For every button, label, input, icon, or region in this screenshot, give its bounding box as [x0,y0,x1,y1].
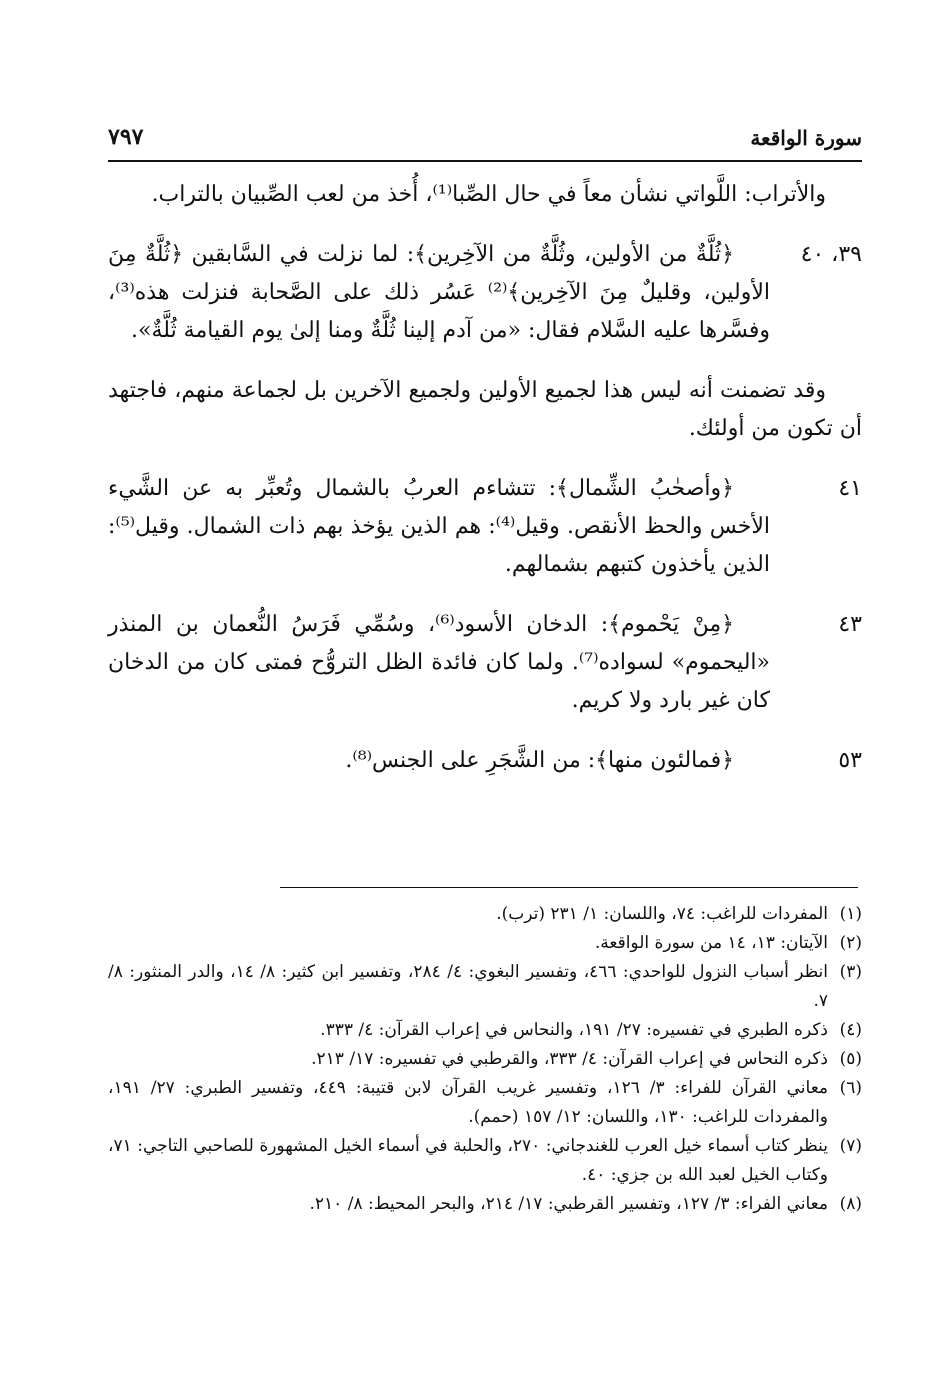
footnote-text: انظر أسباب النزول للواحدي: ٤٦٦، وتفسير البغوي: ٤/ ٢٨٤، وتفسير ابن كثير: ٨/ ١٤، والدر المنثور: ٨/ ٧. [108,962,828,1011]
footnote-number: (٢) [839,933,862,953]
footnotes [108,900,862,1219]
surah-title: سورة الواقعة [750,126,862,150]
footnote [108,1132,862,1190]
footnote [108,929,862,958]
main-text [108,176,862,802]
paragraph-atrab: والأتراب: اللَّواتي نشأن معاً في حال الصِّبا⁽¹⁾، أُخذ من لعب الصِّبيان بالتراب. [151,182,826,207]
verse-number: ٥٣ [838,748,862,773]
verse-entry-41 [108,470,862,584]
verse-number: ٤٣ [838,612,862,637]
footnote-text: ينظر كتاب أسماء خيل العرب للغندجاني: ٢٧٠، والحلبة في أسماء الخيل المشهورة للصاحبي التاجي: ٧١، وكتاب الخيل لعبد الله بن جزي: ٤٠. [108,1136,828,1185]
footnote-number: (٦) [839,1078,862,1098]
footnote-divider [280,887,858,888]
page-number: ٧٩٧ [108,124,144,150]
footnote-number: (١) [839,904,862,924]
footnote-text: الآيتان: ١٣، ١٤ من سورة الواقعة. [594,933,828,953]
verse-number: ٣٩، ٤٠ [800,242,862,267]
verse-commentary: ﴿فمالئون منها﴾: من الشَّجَرِ على الجنس⁽⁸⁾. [345,748,734,773]
footnote-text: معاني الفراء: ٣/ ١٢٧، وتفسير القرطبي: ١٧/ ٢١٤، والبحر المحيط: ٨/ ٢١٠. [309,1194,828,1214]
footnote-text: ذكره الطبري في تفسيره: ٢٧/ ١٩١، والنحاس في إعراب القرآن: ٤/ ٣٣٣. [320,1020,828,1040]
header-divider [108,160,862,162]
footnote-number: (٨) [839,1194,862,1214]
verse-commentary: ﴿ثُلَّةٌ من الأولين، وثُلَّةٌ من الآخِرين﴾: لما نزلت في السَّابقين ﴿ثُلَّةٌ مِنَ الأولين، وقليلٌ مِنَ الآخِرين﴾⁽²⁾ عَسُر ذلك على الصَّحابة فنزلت هذه⁽³⁾، وفسَّرها عليه السَّلام فقال: «من آدم إلينا ثُلَّةٌ ومنا إلىٰ يوم القيامة ثُلَّةٌ». [108,242,770,343]
paragraph-tadammanat: وقد تضمنت أنه ليس هذا لجميع الأولين ولجميع الآخرين بل لجماعة منهم، فاجتهد أن تكون من أولئك. [108,378,862,441]
verse-number: ٤١ [838,476,862,501]
footnote-text: المفردات للراغب: ٧٤، واللسان: ١/ ٢٣١ (ترب). [496,904,828,924]
footnote-number: (٥) [839,1049,862,1069]
verse-commentary: ﴿مِنْ يَحْموم﴾: الدخان الأسود⁽⁶⁾، وسُمِّي فَرَسُ النُّعمان بن المنذر «اليحموم» لسواده⁽⁷⁾. ولما كان فائدة الظل التروُّح فمتى كان من الدخان كان غير بارد ولا كريم. [108,612,770,713]
footnote [108,1045,862,1074]
footnote-text: معاني القرآن للفراء: ٣/ ١٢٦، وتفسير غريب القرآن لابن قتيبة: ٤٤٩، وتفسير الطبري: ٢٧/ ١٩١، والمفردات للراغب: ١٣٠، واللسان: ١٢/ ١٥٧ (حمم). [108,1078,829,1127]
footnote-number: (٤) [839,1020,862,1040]
running-header [108,122,862,162]
footnote [108,958,862,1016]
footnote [108,1074,862,1132]
verse-commentary: ﴿وأصحٰبُ الشِّمال﴾: تتشاءم العربُ بالشمال وتُعبِّر به عن الشَّيء الأخس والحظ الأنقص. وقيل⁽⁴⁾: هم الذين يؤخذ بهم ذات الشمال. وقيل⁽⁵⁾: الذين يأخذون كتبهم بشمالهم. [108,476,771,577]
footnote [108,1016,862,1045]
verse-entry-39-40 [108,236,862,350]
footnote-text: ذكره النحاس في إعراب القرآن: ٤/ ٣٣٣، والقرطبي في تفسيره: ١٧/ ٢١٣. [311,1049,828,1069]
verse-entry-43 [108,606,862,720]
footnote [108,900,862,929]
verse-entry-53 [108,742,862,780]
footnote-number: (٣) [839,962,862,982]
footnote [108,1190,862,1219]
footnote-number: (٧) [839,1136,862,1156]
